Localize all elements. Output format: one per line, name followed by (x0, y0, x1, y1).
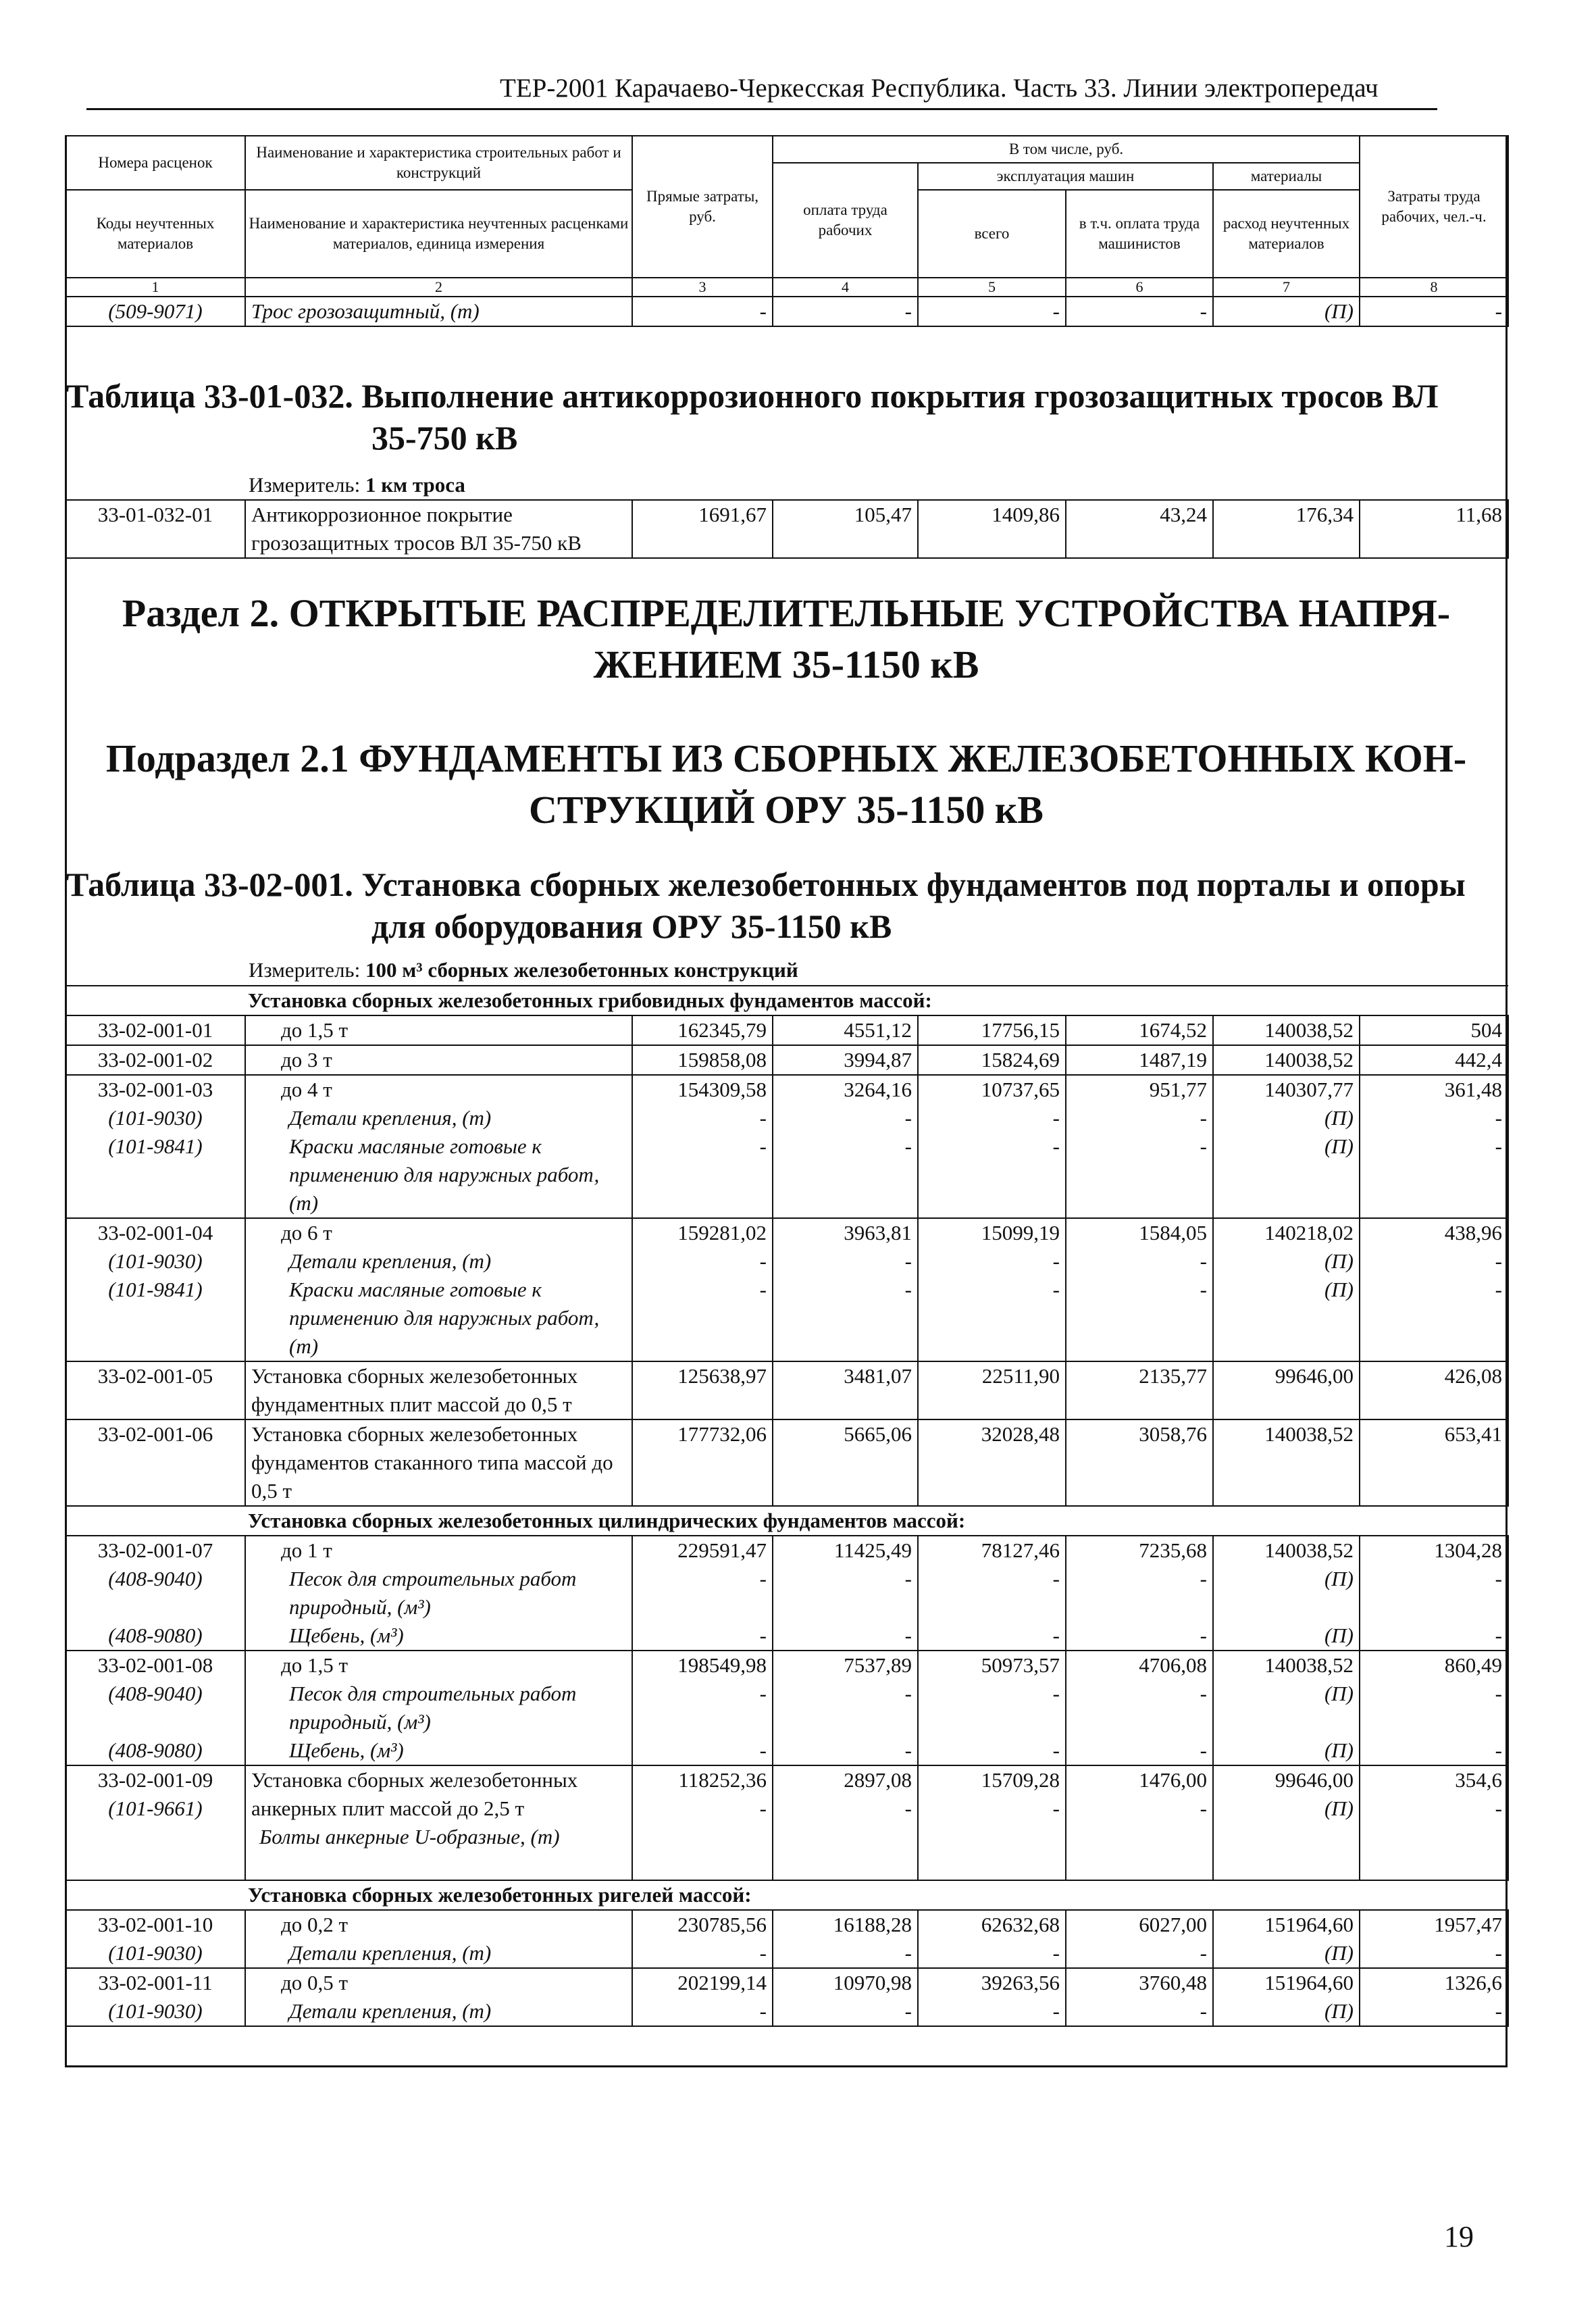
table-row: 33-01-032-01 Антикоррозионное покрытие грозозащитных тросов ВЛ 35-750 кВ 1691,67 105,47 1409,86 43,24 176,34 11,68 (66, 500, 1508, 558)
value: 438,96 (1444, 1221, 1502, 1244)
value: - (1495, 1796, 1502, 1820)
value: 1326,6 (1444, 1971, 1502, 1994)
value: - (904, 1941, 912, 1965)
material-code: (408-9080) (108, 1738, 203, 1762)
material-code: (408-9040) (108, 1682, 203, 1705)
value: 2135,77 (1139, 1364, 1207, 1388)
value: - (1052, 1134, 1060, 1158)
value: - (1200, 1941, 1207, 1965)
material-name: Песок для строительных работ природный, (м³) (289, 1682, 577, 1734)
material-name: Детали крепления, (т) (289, 1106, 492, 1130)
material-name: Щебень, (м³) (289, 1738, 404, 1762)
work-name: до 0,5 т (281, 1971, 349, 1994)
material-code: (101-9030) (108, 1249, 203, 1273)
header-including: В том числе, руб. (773, 136, 1360, 163)
value: - (1495, 1567, 1502, 1590)
header-materials: материалы (1213, 163, 1360, 190)
rate-code: 33-02-001-10 (97, 1913, 213, 1936)
value: - (1052, 1682, 1060, 1705)
value: - (1200, 1999, 1207, 2023)
value: 140038,52 (1264, 1018, 1354, 1042)
value: 951,77 (1149, 1078, 1207, 1101)
header-direct-costs: Прямые затраты, руб. (632, 136, 773, 278)
header-material-names: Наименование и характеристика неучтенных расценками материалов, единица измерения (245, 190, 632, 278)
value: - (1200, 1567, 1207, 1590)
work-name: Установка сборных железобетонных фундаментов стаканного типа массой до 0,5 т (251, 1422, 613, 1503)
value: - (1200, 1278, 1207, 1301)
table-row (66, 1910, 1508, 1968)
value: 229591,47 (677, 1538, 767, 1562)
rate-code: 33-02-001-05 (97, 1364, 213, 1388)
material-code: (101-9841) (108, 1134, 203, 1158)
work-name: до 0,2 т (281, 1913, 349, 1936)
value: 442,4 (1455, 1048, 1502, 1072)
value: 50973,57 (981, 1653, 1060, 1677)
value: 1674,52 (1139, 1018, 1207, 1042)
running-head: ТЕР-2001 Карачаево-Черкесская Республика. Часть 33. Линии электропередач (500, 74, 1379, 103)
table-001-title-line2: для оборудования ОРУ 35-1150 кВ (371, 907, 892, 945)
rate-code: 33-02-001-03 (97, 1078, 213, 1101)
rate-code: 33-02-001-08 (97, 1653, 213, 1677)
table-row (66, 1968, 1508, 2026)
value: 1304,28 (1434, 1538, 1502, 1562)
value: - (904, 1567, 912, 1590)
value: 140038,52 (1264, 1653, 1354, 1677)
value: - (759, 1567, 767, 1590)
rate-code: 33-02-001-04 (97, 1221, 213, 1244)
value: 140038,52 (1264, 1538, 1354, 1562)
table-032-title-line1: Таблица 33-01-032. Выполнение антикоррозионного покрытия грозозащитных тросов ВЛ (66, 377, 1439, 415)
value: 354,6 (1455, 1768, 1502, 1792)
value: - (1052, 1999, 1060, 2023)
value: - (1495, 1249, 1502, 1273)
header-rate-numbers: Номера расценок (66, 136, 245, 190)
material-name: Песок для строительных работ природный, (м³) (289, 1567, 577, 1619)
table-032-measure: Измеритель: 1 км троса (249, 473, 465, 497)
value: 159281,02 (677, 1221, 767, 1244)
work-name: до 1,5 т (281, 1653, 349, 1677)
value: - (904, 1682, 912, 1705)
rate-code: 33-02-001-01 (97, 1018, 213, 1042)
material-flag: (П) (1324, 1134, 1354, 1158)
value: 140038,52 (1264, 1048, 1354, 1072)
value: - (904, 1106, 912, 1130)
value: - (1495, 1278, 1502, 1301)
value: - (904, 1999, 912, 2023)
value: 1957,47 (1434, 1913, 1502, 1936)
material-flag: (П) (1324, 1999, 1354, 2023)
value: 7235,68 (1139, 1538, 1207, 1562)
value: 3760,48 (1139, 1971, 1207, 1994)
value: 10970,98 (833, 1971, 912, 1994)
value: - (1052, 1796, 1060, 1820)
value: - (1200, 1796, 1207, 1820)
value: 15099,19 (981, 1221, 1060, 1244)
value: - (1495, 1624, 1502, 1647)
value: - (759, 1999, 767, 2023)
value: - (904, 1738, 912, 1762)
table-row (66, 1651, 1508, 1765)
value: - (904, 1134, 912, 1158)
group-title-row: Установка сборных железобетонных цилиндрических фундаментов массой: (66, 1506, 1508, 1536)
table-row (66, 1536, 1508, 1651)
value: 202199,14 (677, 1971, 767, 1994)
rate-code: 33-02-001-02 (97, 1048, 213, 1072)
value: - (1052, 1567, 1060, 1590)
table-001 (65, 985, 1509, 2027)
material-name: Детали крепления, (т) (289, 1941, 492, 1965)
value: 2897,08 (844, 1768, 912, 1792)
value: 22511,90 (981, 1364, 1060, 1388)
header-material-use: расход неучтенных материалов (1213, 190, 1360, 278)
value: - (1052, 1106, 1060, 1130)
value: 140218,02 (1264, 1221, 1354, 1244)
value: 5665,06 (844, 1422, 912, 1446)
value: - (759, 1134, 767, 1158)
value: - (1495, 1682, 1502, 1705)
rate-code: 33-02-001-07 (97, 1538, 213, 1562)
column-number-row: 1 2 3 4 5 6 7 8 (66, 278, 1508, 297)
value: - (759, 1682, 767, 1705)
value: - (1200, 1134, 1207, 1158)
value: - (1495, 1941, 1502, 1965)
material-code: (101-9030) (108, 1941, 203, 1965)
material-code: (101-9030) (108, 1999, 203, 2023)
value: - (1495, 1106, 1502, 1130)
material-flag: (П) (1324, 1796, 1354, 1820)
value: - (1200, 1682, 1207, 1705)
material-flag: (П) (1324, 1941, 1354, 1965)
table-row (66, 1765, 1508, 1880)
value: - (1200, 1624, 1207, 1647)
value: 78127,46 (981, 1538, 1060, 1562)
value: 177732,06 (677, 1422, 767, 1446)
value: 140307,77 (1264, 1078, 1354, 1101)
material-name: Щебень, (м³) (289, 1624, 404, 1647)
material-name: Болты анкерные U-образные, (т) (259, 1825, 560, 1848)
material-flag: (П) (1324, 1624, 1354, 1647)
group-title-row: Установка сборных железобетонных грибовидных фундаментов массой: (66, 986, 1508, 1015)
subsection-heading: Подраздел 2.1 ФУНДАМЕНТЫ ИЗ СБОРНЫХ ЖЕЛЕЗОБЕТОННЫХ КОН- СТРУКЦИЙ ОРУ 35-1150 кВ (105, 736, 1467, 832)
value: - (759, 1249, 767, 1273)
header-operator-pay: в т.ч. оплата труда машинистов (1066, 190, 1213, 278)
value: 1487,19 (1139, 1048, 1207, 1072)
value: 16188,28 (833, 1913, 912, 1936)
value: - (1200, 1738, 1207, 1762)
material-flag: (П) (1324, 1682, 1354, 1705)
rate-code: 33-02-001-06 (97, 1422, 213, 1446)
value: 4706,08 (1139, 1653, 1207, 1677)
table-001-title-line1: Таблица 33-02-001. Установка сборных железобетонных фундаментов под порталы и опоры (66, 865, 1466, 903)
value: - (1200, 1249, 1207, 1273)
value: 125638,97 (677, 1364, 767, 1388)
rate-code: 33-02-001-11 (98, 1971, 213, 1994)
value: 3058,76 (1139, 1422, 1207, 1446)
group-title-row: Установка сборных железобетонных ригелей массой: (66, 1880, 1508, 1910)
work-name: до 3 т (281, 1048, 332, 1072)
value: 860,49 (1444, 1653, 1502, 1677)
material-code: (101-9661) (108, 1796, 203, 1820)
value: 3963,81 (844, 1221, 912, 1244)
value: 1584,05 (1139, 1221, 1207, 1244)
value: 140038,52 (1264, 1422, 1354, 1446)
value: 15824,69 (981, 1048, 1060, 1072)
value: - (1495, 1999, 1502, 2023)
value: - (1052, 1941, 1060, 1965)
value: 3994,87 (844, 1048, 912, 1072)
work-name: до 6 т (281, 1221, 332, 1244)
value: - (1052, 1278, 1060, 1301)
value: - (904, 1278, 912, 1301)
value: 154309,58 (677, 1078, 767, 1101)
material-name: Краски масляные готовые к применению для наружных работ, (т) (289, 1134, 600, 1215)
value: - (759, 1941, 767, 1965)
header-rule (86, 108, 1437, 110)
value: 3481,07 (844, 1364, 912, 1388)
value: 10737,65 (981, 1078, 1060, 1101)
header-machines: эксплуатация машин (918, 163, 1213, 190)
table-row (66, 1015, 1508, 1045)
value: - (1052, 1249, 1060, 1273)
material-name: Детали крепления, (т) (289, 1999, 492, 2023)
section-heading: Раздел 2. ОТКРЫТЫЕ РАСПРЕДЕЛИТЕЛЬНЫЕ УСТРОЙСТВА НАПРЯ- ЖЕНИЕМ 35-1150 кВ (122, 591, 1451, 686)
value: 504 (1470, 1018, 1502, 1042)
material-flag: (П) (1324, 1106, 1354, 1130)
value: 99646,00 (1275, 1364, 1354, 1388)
header-labor-hours: Затраты труда рабочих, чел.-ч. (1360, 136, 1508, 278)
table-row (66, 1419, 1508, 1506)
value: - (1495, 1134, 1502, 1158)
header-work-name: Наименование и характеристика строительных работ и конструкций (245, 136, 632, 190)
value: 17756,15 (981, 1018, 1060, 1042)
value: 151964,60 (1264, 1913, 1354, 1936)
value: 162345,79 (677, 1018, 767, 1042)
value: - (1495, 1738, 1502, 1762)
value: 62632,68 (981, 1913, 1060, 1936)
value: - (1052, 1738, 1060, 1762)
value: 3264,16 (844, 1078, 912, 1101)
header-machines-total: всего (918, 190, 1066, 278)
table-032 (65, 499, 1509, 559)
work-name: до 1,5 т (281, 1018, 349, 1042)
value: 99646,00 (1275, 1768, 1354, 1792)
value: - (759, 1106, 767, 1130)
value: - (759, 1278, 767, 1301)
material-code: (101-9841) (108, 1278, 203, 1301)
value: 15709,28 (981, 1768, 1060, 1792)
value: 4551,12 (844, 1018, 912, 1042)
table-row (66, 1045, 1508, 1075)
table-row (66, 1075, 1508, 1218)
material-code: (408-9080) (108, 1624, 203, 1647)
value: 198549,98 (677, 1653, 767, 1677)
material-flag: (П) (1324, 1738, 1354, 1762)
header-material-codes: Коды неучтенных материалов (66, 190, 245, 278)
work-name: до 1 т (281, 1538, 332, 1562)
material-code: (101-9030) (108, 1106, 203, 1130)
material-flag: (П) (1324, 1278, 1354, 1301)
page-number: 19 (1444, 2220, 1474, 2253)
value: - (1200, 1106, 1207, 1130)
material-code: (408-9040) (108, 1567, 203, 1590)
table-001-measure: Измеритель: 100 м³ сборных железобетонных конструкций (249, 958, 798, 982)
value: 426,08 (1444, 1364, 1502, 1388)
work-name: Установка сборных железобетонных фундаментных плит массой до 0,5 т (251, 1364, 578, 1416)
value: - (1052, 1624, 1060, 1647)
value: 118252,36 (678, 1768, 767, 1792)
value: - (904, 1796, 912, 1820)
table-row (66, 1361, 1508, 1419)
value: - (904, 1624, 912, 1647)
table-row (66, 1218, 1508, 1361)
value: 151964,60 (1264, 1971, 1354, 1994)
work-name: до 4 т (281, 1078, 332, 1101)
value: 6027,00 (1139, 1913, 1207, 1936)
material-flag: (П) (1324, 1249, 1354, 1273)
value: 230785,56 (677, 1913, 767, 1936)
material-flag: (П) (1324, 1567, 1354, 1590)
value: - (904, 1249, 912, 1273)
value: 7537,89 (844, 1653, 912, 1677)
material-name: Краски масляные готовые к применению для наружных работ, (т) (289, 1278, 600, 1358)
value: 32028,48 (981, 1422, 1060, 1446)
value: 11425,49 (833, 1538, 912, 1562)
value: 361,48 (1444, 1078, 1502, 1101)
value: - (759, 1738, 767, 1762)
value: - (759, 1796, 767, 1820)
value: 159858,08 (677, 1048, 767, 1072)
material-name: Детали крепления, (т) (289, 1249, 492, 1273)
header-worker-pay: оплата труда рабочих (773, 163, 918, 278)
carry-row: (509-9071) Трос грозозащитный, (т) - - - - (П) - (66, 297, 1508, 326)
column-header-table (65, 135, 1509, 327)
value: 653,41 (1444, 1422, 1502, 1446)
rate-code: 33-02-001-09 (97, 1768, 213, 1792)
value: - (759, 1624, 767, 1647)
value: 39263,56 (981, 1971, 1060, 1994)
work-name: Установка сборных железобетонных анкерных плит массой до 2,5 т (251, 1768, 578, 1820)
value: 1476,00 (1139, 1768, 1207, 1792)
table-032-title-line2: 35-750 кВ (371, 419, 518, 457)
